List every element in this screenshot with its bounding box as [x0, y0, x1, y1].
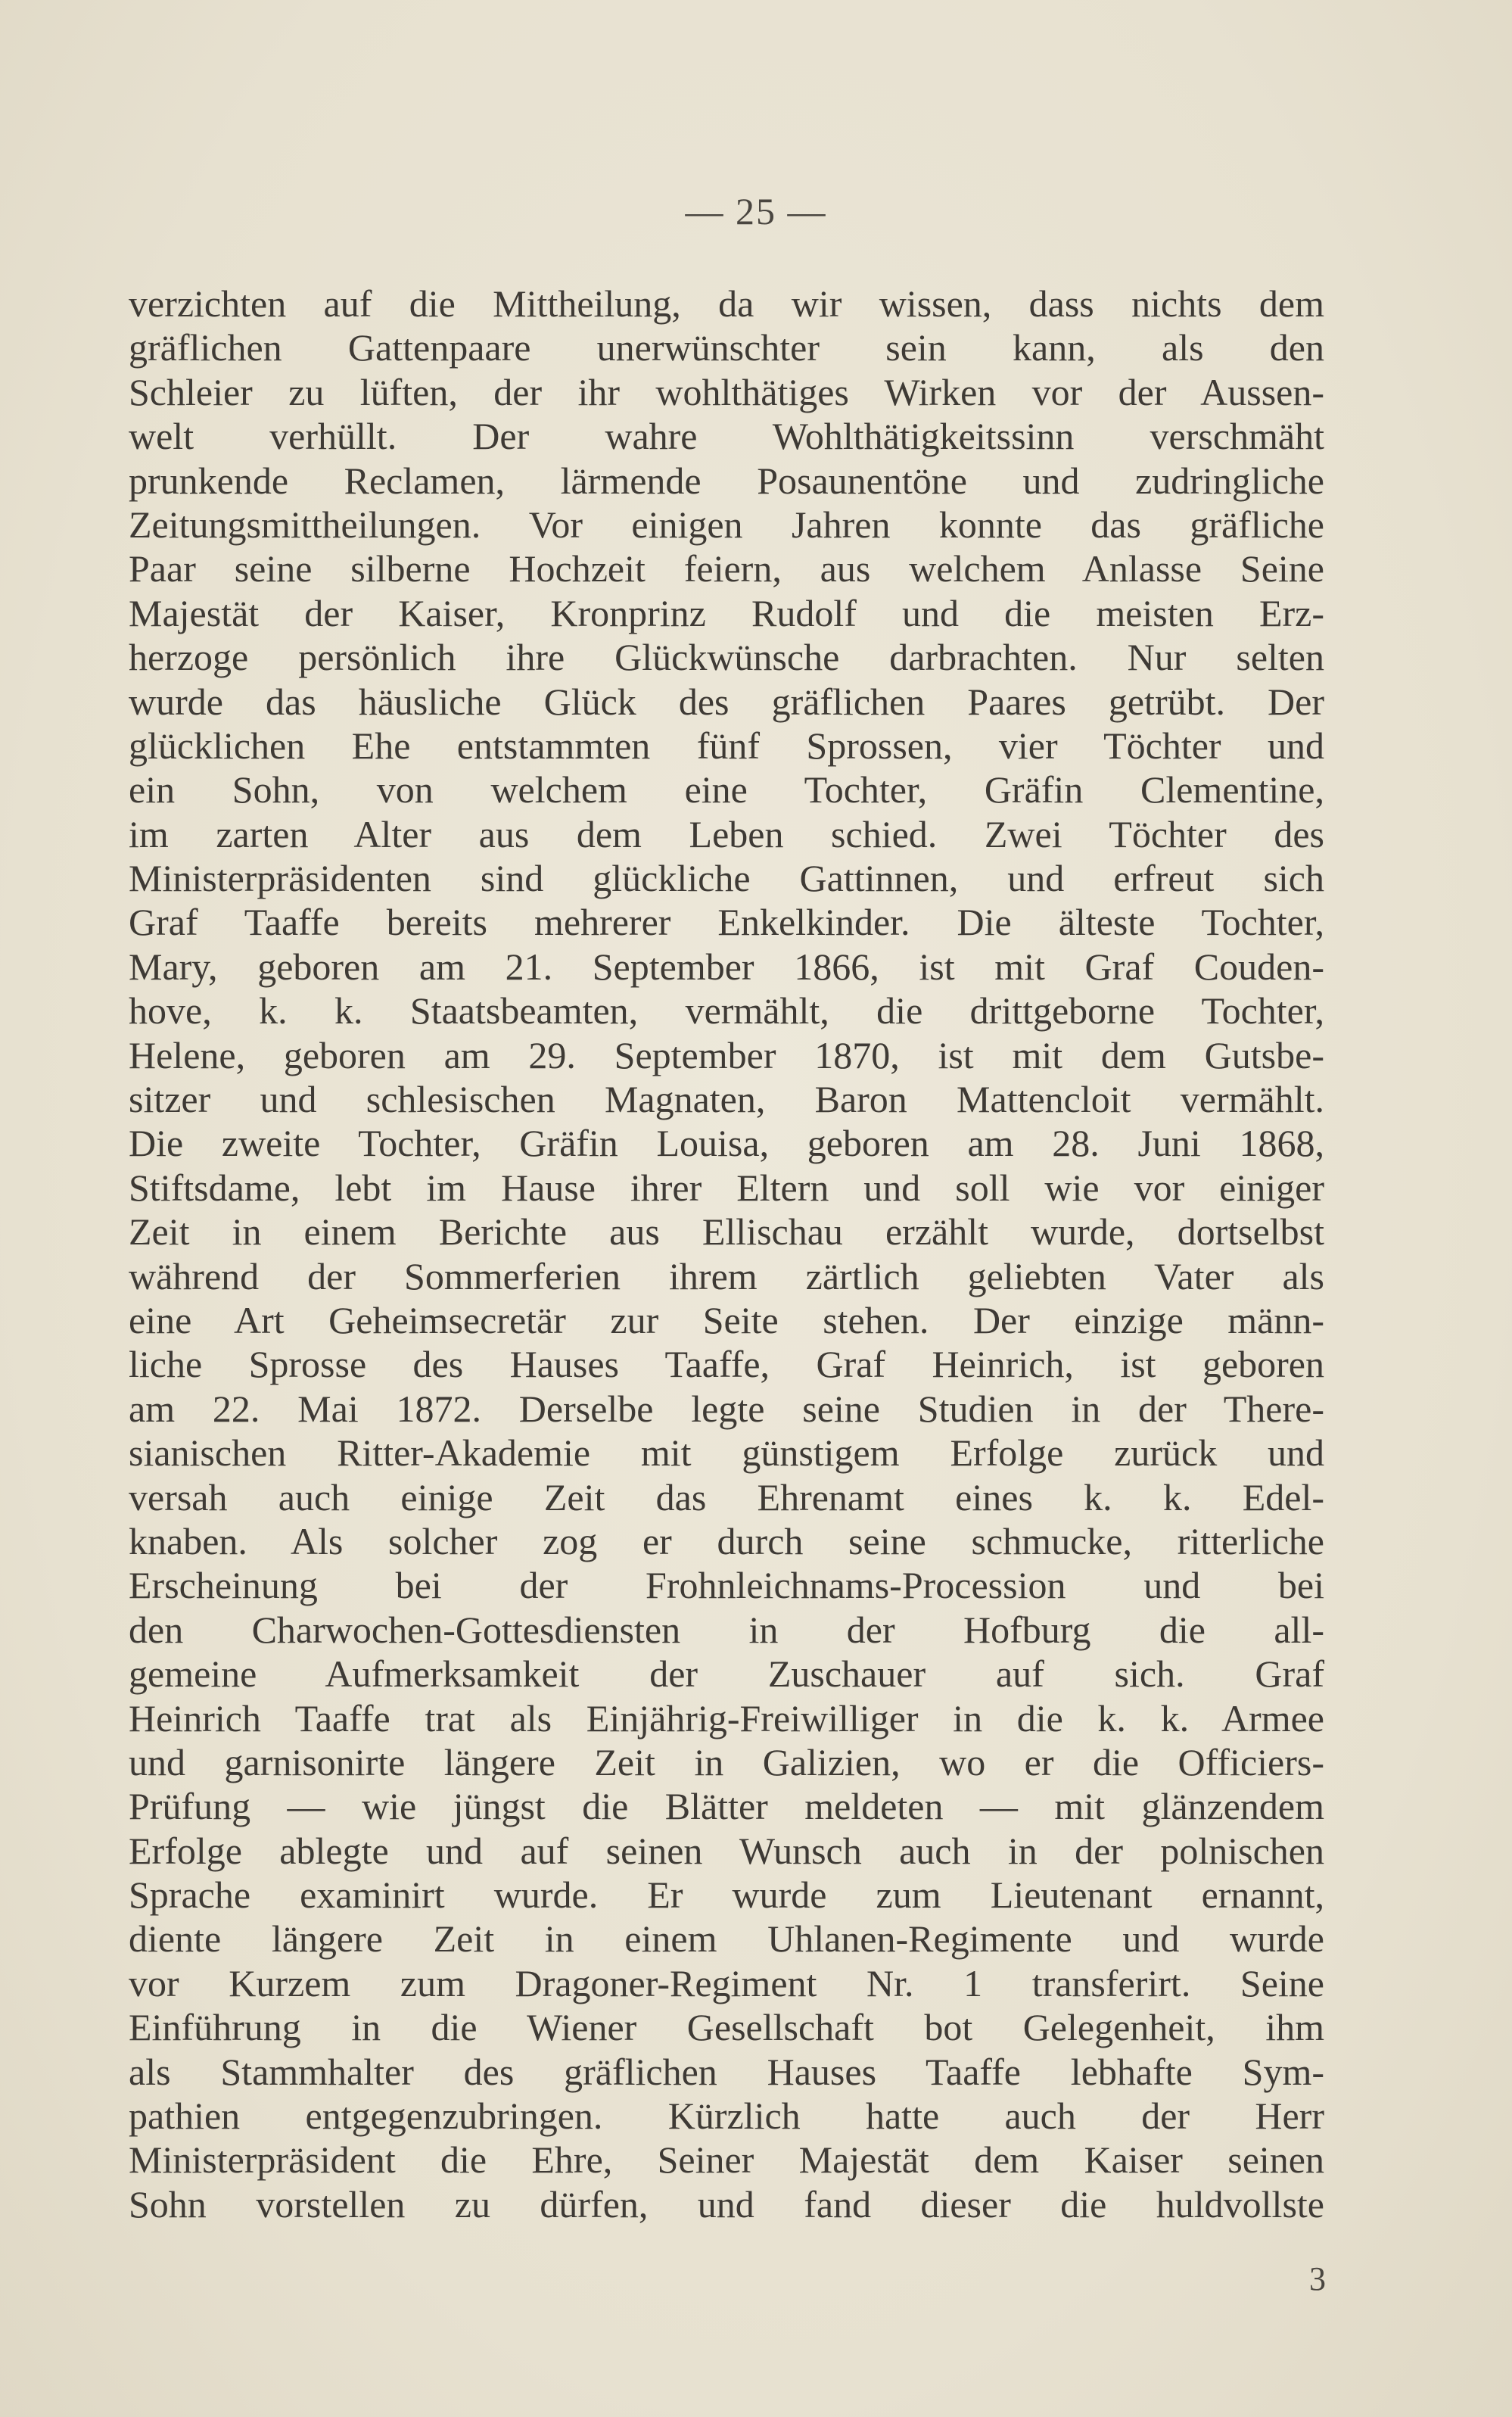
text-line: sitzer und schlesischen Magnaten, Baron Mattencloit vermählt. [129, 1078, 1324, 1121]
text-line: und garnisonirte längere Zeit in Galizien, wo er die Officiers- [129, 1740, 1324, 1783]
text-line: Schleier zu lüften, der ihr wohlthätiges Wirken vor der Aussen- [129, 370, 1324, 413]
text-line: Helene, geboren am 29. September 1870, ist mit dem Gutsbe- [129, 1033, 1324, 1076]
text-line: wurde das häusliche Glück des gräflichen Paares getrübt. Der [129, 680, 1324, 723]
text-line: Heinrich Taaffe trat als Einjährig-Freiwilliger in die k. k. Armee [129, 1696, 1324, 1740]
text-line: den Charwochen-Gottesdiensten in der Hofburg die all- [129, 1608, 1324, 1651]
text-line: verzichten auf die Mittheilung, da wir wissen, dass nichts dem [129, 282, 1324, 325]
text-line: Majestät der Kaiser, Kronprinz Rudolf und die meisten Erz- [129, 591, 1324, 634]
text-line: Graf Taaffe bereits mehrerer Enkelkinder. Die älteste Tochter, [129, 901, 1324, 944]
text-line: Erfolge ablegte und auf seinen Wunsch auch in der polnischen [129, 1829, 1324, 1872]
text-line: während der Sommerferien ihrem zärtlich geliebten Vater als [129, 1254, 1324, 1297]
text-line: Erscheinung bei der Frohnleichnams-Procession und bei [129, 1564, 1324, 1607]
text-line: versah auch einige Zeit das Ehrenamt eines k. k. Edel- [129, 1475, 1324, 1518]
text-line: gräflichen Gattenpaare unerwünschter sein kann, als den [129, 326, 1324, 369]
text-line: ein Sohn, von welchem eine Tochter, Gräfin Clementine, [129, 768, 1324, 811]
body-text [129, 282, 1324, 2226]
text-line: vor Kurzem zum Dragoner-Regiment Nr. 1 transferirt. Seine [129, 1961, 1324, 2004]
text-line: prunkende Reclamen, lärmende Posaunentöne und zudringliche [129, 459, 1324, 502]
text-line: Sohn vorstellen zu dürfen, und fand dieser die huldvollste [129, 2182, 1324, 2225]
text-line: liche Sprosse des Hauses Taaffe, Graf Heinrich, ist geboren [129, 1343, 1324, 1386]
text-line: Zeit in einem Berichte aus Ellischau erzählt wurde, dortselbst [129, 1210, 1324, 1254]
text-line: pathien entgegenzubringen. Kürzlich hatte auch der Herr [129, 2095, 1324, 2138]
text-line: Einführung in die Wiener Gesellschaft bot Gelegenheit, ihm [129, 2006, 1324, 2049]
text-line: gemeine Aufmerksamkeit der Zuschauer auf sich. Graf [129, 1652, 1324, 1696]
text-line: als Stammhalter des gräflichen Hauses Taaffe lebhafte Sym- [129, 2050, 1324, 2093]
text-line: Prüfung — wie jüngst die Blätter meldeten — mit glänzendem [129, 1785, 1324, 1828]
text-line: sianischen Ritter-Akademie mit günstigem Erfolge zurück und [129, 1431, 1324, 1475]
text-line: glücklichen Ehe entstammten fünf Sprossen, vier Töchter und [129, 724, 1324, 767]
text-line: Zeitungsmittheilungen. Vor einigen Jahren konnte das gräfliche [129, 503, 1324, 546]
text-line: Die zweite Tochter, Gräfin Louisa, geboren am 28. Juni 1868, [129, 1122, 1324, 1165]
text-line: hove, k. k. Staatsbeamten, vermählt, die drittgeborne Tochter, [129, 989, 1324, 1033]
page-number: — 25 — [685, 190, 827, 232]
text-line: knaben. Als solcher zog er durch seine schmucke, ritterliche [129, 1519, 1324, 1562]
text-line: Paar seine silberne Hochzeit feiern, aus welchem Anlasse Seine [129, 547, 1324, 590]
text-line: Sprache examinirt wurde. Er wurde zum Lieutenant ernannt, [129, 1873, 1324, 1917]
text-line: diente längere Zeit in einem Uhlanen-Regimente und wurde [129, 1917, 1324, 1961]
signature-mark: 3 [1309, 2260, 1326, 2297]
text-line: herzoge persönlich ihre Glückwünsche darbrachten. Nur selten [129, 636, 1324, 679]
text-line: am 22. Mai 1872. Derselbe legte seine Studien in der There- [129, 1387, 1324, 1430]
text-line: Ministerpräsidenten sind glückliche Gattinnen, und erfreut sich [129, 857, 1324, 900]
text-line: Mary, geboren am 21. September 1866, ist mit Graf Couden- [129, 945, 1324, 988]
text-line: Ministerpräsident die Ehre, Seiner Majestät dem Kaiser seinen [129, 2138, 1324, 2182]
text-line: im zarten Alter aus dem Leben schied. Zwei Töchter des [129, 812, 1324, 855]
text-line: eine Art Geheimsecretär zur Seite stehen. Der einzige männ- [129, 1298, 1324, 1341]
text-line: Stiftsdame, lebt im Hause ihrer Eltern und soll wie vor einiger [129, 1166, 1324, 1209]
text-line: welt verhüllt. Der wahre Wohlthätigkeitssinn verschmäht [129, 415, 1324, 458]
